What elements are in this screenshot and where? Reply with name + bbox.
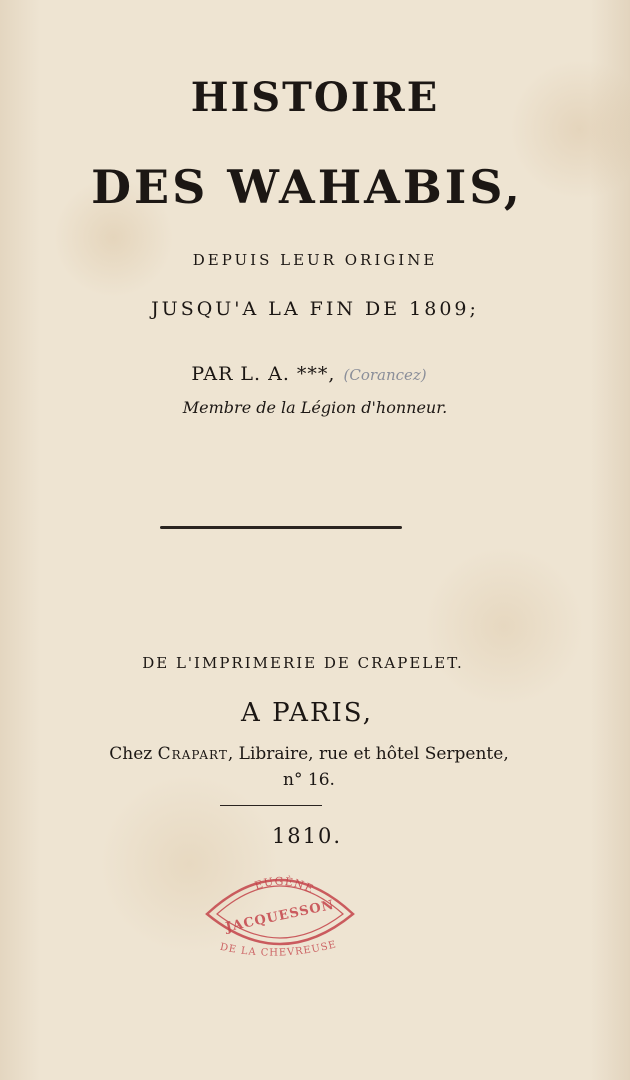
publisher-address (0, 744, 624, 764)
ornamental-rule (160, 526, 402, 529)
address-suffix: , Libraire, rue et hôtel Serpente, (227, 744, 509, 764)
thin-rule (220, 805, 322, 806)
svg-text:DE LA CHEVREUSE (219, 939, 338, 958)
author-byline: PAR L. A. ***, (191, 363, 336, 385)
author-byline-row (0, 363, 624, 385)
stamp-text-top: EUGÈNE (252, 874, 316, 896)
title-line-1: HISTOIRE (190, 74, 440, 121)
author-affiliation: Membre de la Légion d'honneur. (182, 398, 448, 417)
address-number: n° 16. (283, 770, 335, 790)
library-stamp-icon (185, 852, 375, 970)
stamp-text-middle: JACQUESSON (224, 897, 336, 936)
subtitle-line-2: JUSQU'A LA FIN DE 1809; (151, 298, 479, 320)
publication-year: 1810. (271, 824, 343, 848)
handwritten-annotation: (Corancez) (343, 366, 427, 384)
stamp-text-bottom: DE LA CHEVREUSE (218, 939, 338, 959)
imprint-line: DE L'IMPRIMERIE DE CRAPELET. (142, 654, 464, 672)
svg-text:EUGÈNE (253, 874, 316, 896)
subtitle-line-1: DEPUIS LEUR ORIGINE (192, 251, 438, 269)
publication-city: A PARIS, (241, 698, 373, 728)
publisher-name: Crapart (157, 744, 228, 764)
address-prefix: Chez (109, 744, 158, 764)
title-line-2: DES WAHABIS, (91, 160, 523, 214)
